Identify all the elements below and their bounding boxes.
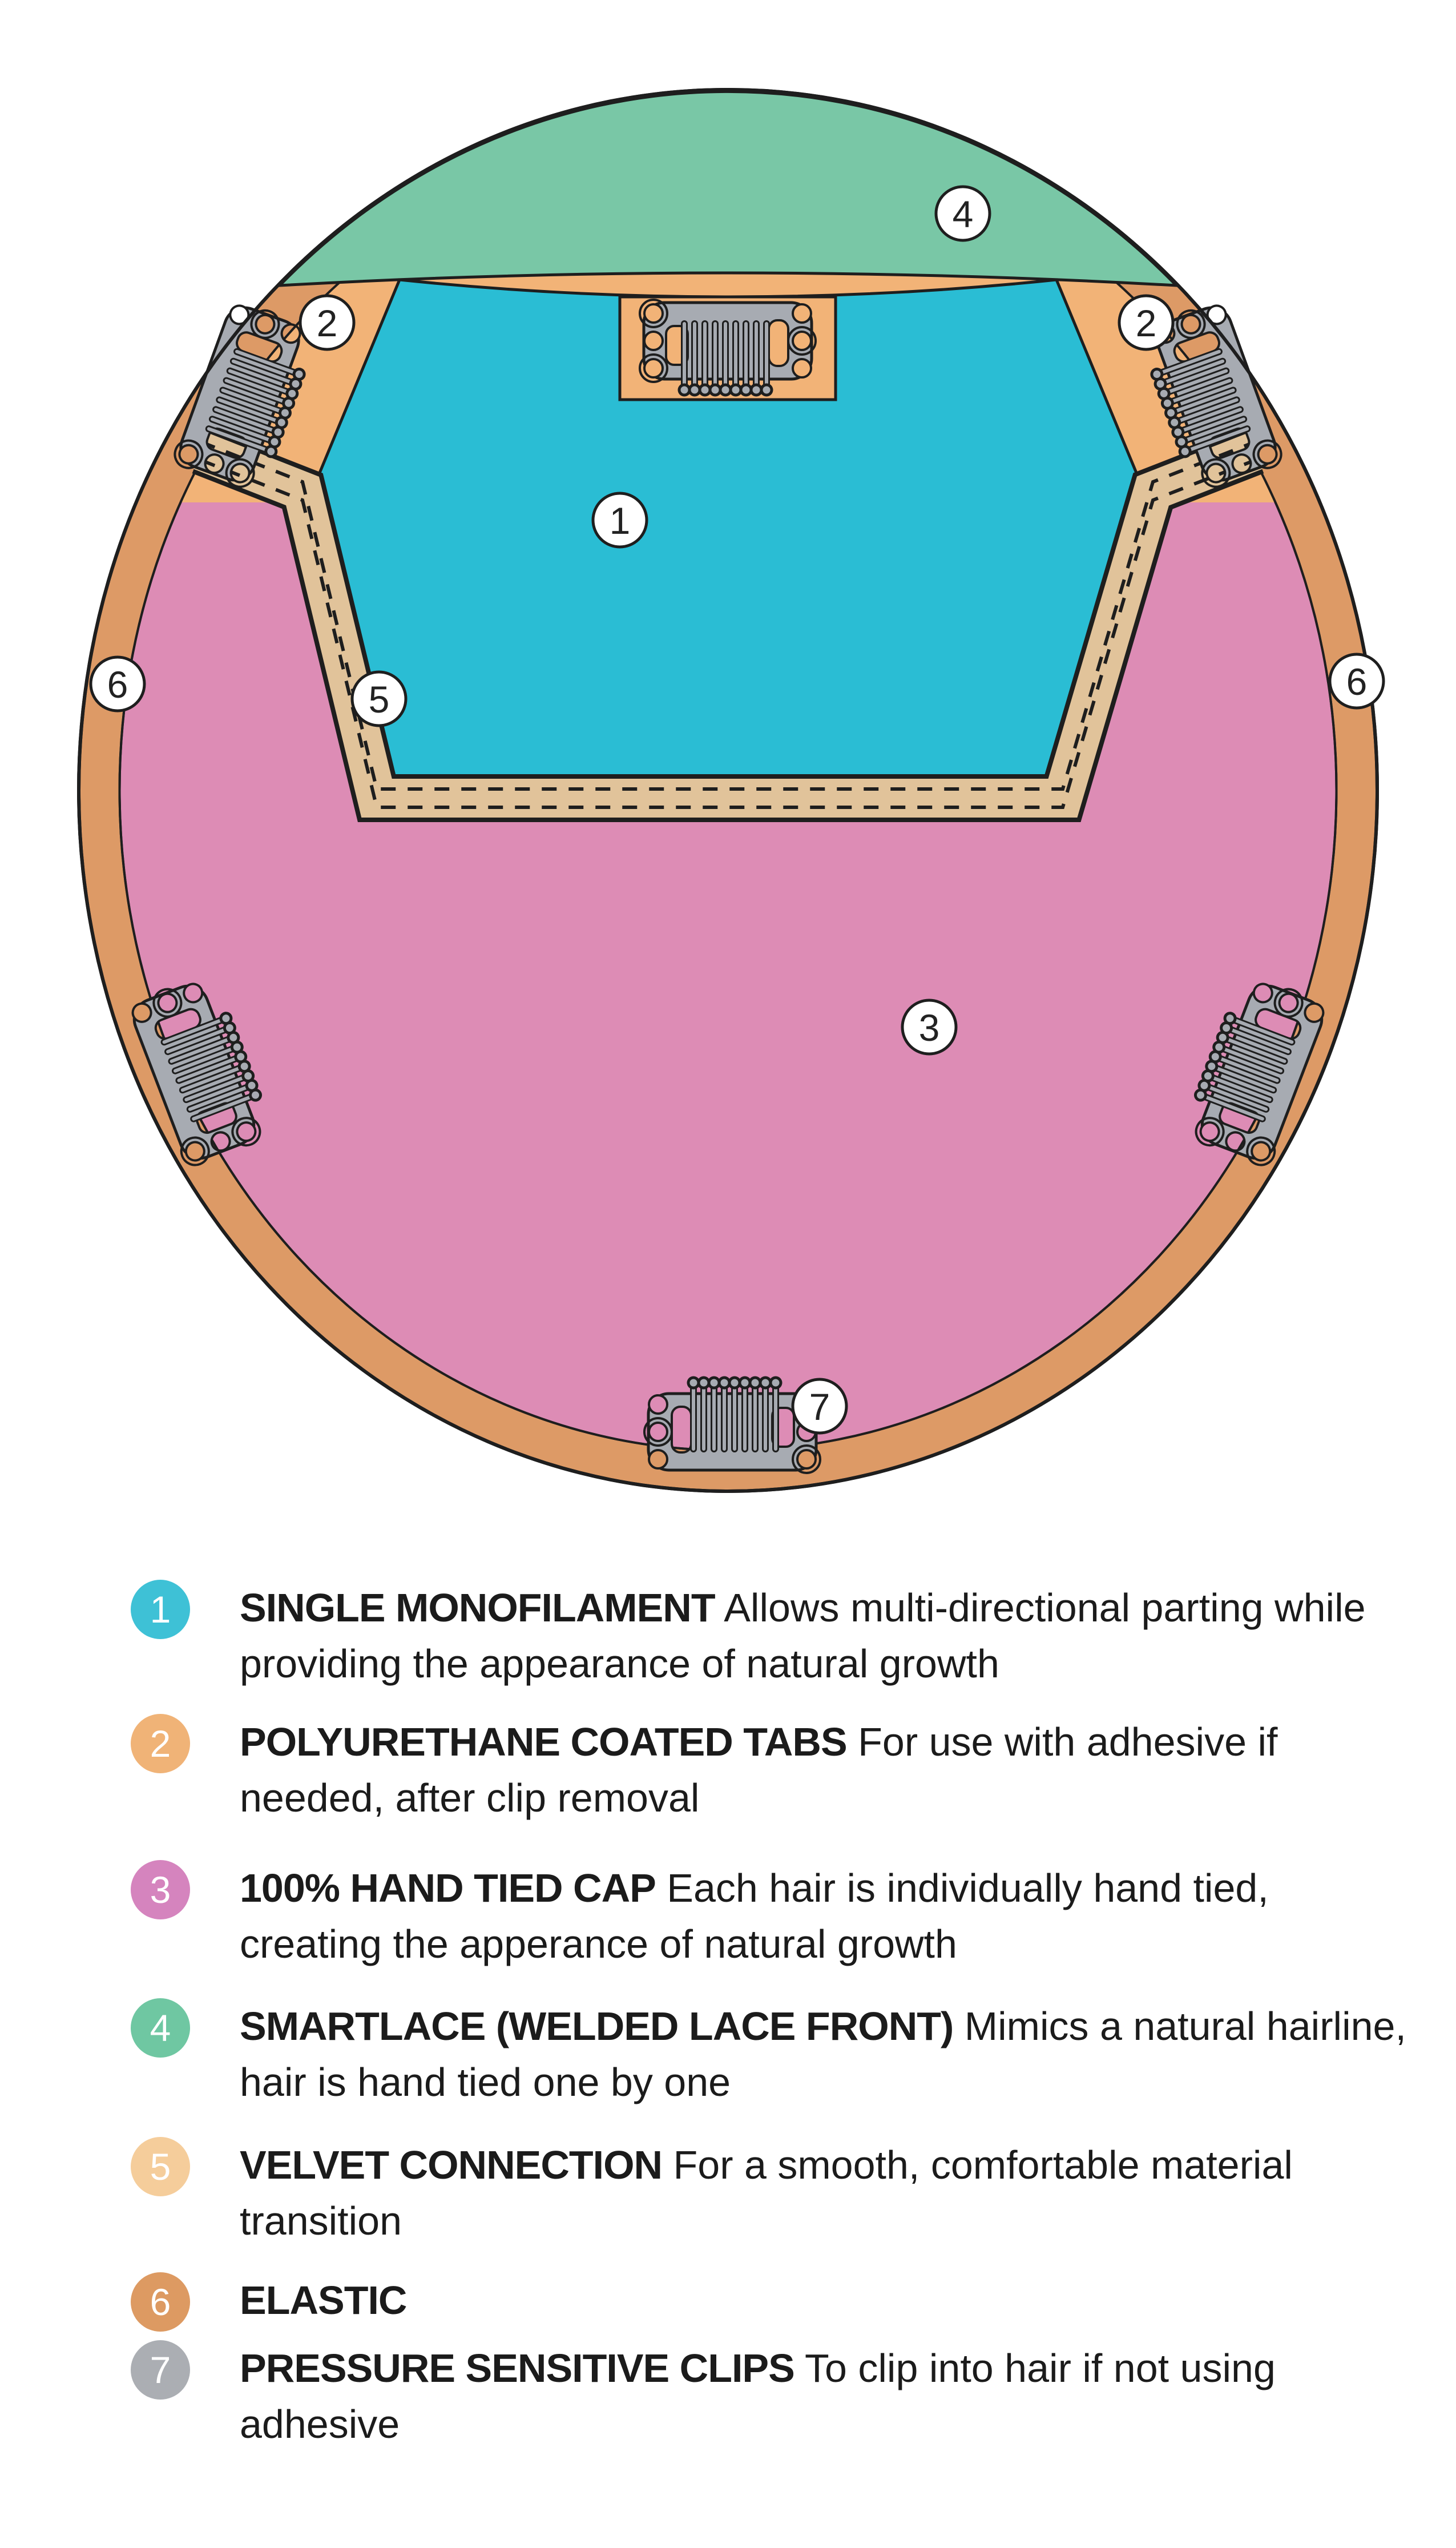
svg-text:6: 6 — [1346, 661, 1368, 703]
svg-text:1: 1 — [609, 500, 631, 542]
legend-title-3: 100% HAND TIED CAP — [240, 1866, 656, 1910]
legend-number-badge-4 — [131, 1998, 190, 2058]
legend-description-4: Mimics a natural hairline, hair is hand tied one by one — [240, 2004, 1406, 2104]
legend-title-2: POLYURETHANE COATED TABS — [240, 1720, 847, 1764]
callout-1 — [593, 493, 647, 547]
svg-text:7: 7 — [809, 1386, 830, 1428]
legend-number-badge-6 — [131, 2272, 190, 2332]
legend-description-7: To clip into hair if not using adhesive — [240, 2346, 1276, 2446]
legend-title-5: VELVET CONNECTION — [240, 2143, 663, 2187]
legend-item-hand-tied-cap — [131, 1860, 1415, 1972]
legend-description-1: Allows multi-directional parting while providing the appearance of natural growth — [240, 1585, 1366, 1686]
svg-text:5: 5 — [368, 678, 390, 720]
callout-3 — [902, 1000, 956, 1054]
svg-text:6: 6 — [107, 663, 128, 706]
legend-number-7: 7 — [150, 2349, 171, 2391]
legend-number-3: 3 — [150, 1869, 171, 1911]
legend-title-6: ELASTIC — [240, 2278, 407, 2322]
pressure-clip-top-icon — [640, 300, 816, 390]
callout-7 — [793, 1379, 846, 1433]
legend-text-2 — [240, 1714, 1415, 1826]
legend-number-6: 6 — [150, 2281, 171, 2323]
svg-text:2: 2 — [316, 302, 338, 344]
legend-number-4: 4 — [150, 2007, 171, 2049]
legend-title-4: SMARTLACE (WELDED LACE FRONT) — [240, 2004, 954, 2048]
legend-number-badge-5 — [131, 2137, 190, 2196]
legend-title-7: PRESSURE SENSITIVE CLIPS — [240, 2346, 794, 2390]
legend-number-badge-2 — [131, 1714, 190, 1773]
legend-text-6 — [240, 2272, 1415, 2328]
legend-text-1 — [240, 1580, 1415, 1692]
legend-title-1: SINGLE MONOFILAMENT — [240, 1585, 715, 1630]
legend-number-badge-1 — [131, 1580, 190, 1639]
legend-text-5 — [240, 2137, 1415, 2249]
legend-number-badge-3 — [131, 1860, 190, 1919]
legend-item-smartlace — [131, 1998, 1415, 2110]
legend-description-3: Each hair is individually hand tied, creating the apperance of natural growth — [240, 1866, 1269, 1966]
legend-number-5: 5 — [150, 2146, 171, 2188]
svg-text:4: 4 — [952, 193, 974, 235]
legend-description-5: For a smooth, comfortable material transition — [240, 2143, 1293, 2243]
legend-number-1: 1 — [150, 1588, 171, 1631]
legend-number-badge-7 — [131, 2340, 190, 2400]
legend-description-2: For use with adhesive if needed, after clip removal — [240, 1720, 1278, 1820]
legend-item-polyurethane-tabs — [131, 1714, 1415, 1826]
callout-2-right — [1119, 296, 1173, 349]
callout-2-left — [300, 296, 354, 349]
legend-item-elastic — [131, 2272, 1415, 2332]
svg-text:3: 3 — [918, 1007, 940, 1049]
callout-5 — [352, 672, 406, 726]
legend-number-2: 2 — [150, 1722, 171, 1765]
callout-4 — [936, 187, 990, 240]
legend-item-pressure-clips — [131, 2340, 1415, 2452]
svg-text:2: 2 — [1135, 302, 1157, 344]
legend-item-single-monofilament — [131, 1580, 1415, 1692]
legend-text-3 — [240, 1860, 1415, 1972]
legend-text-7 — [240, 2340, 1415, 2452]
smartlace-front-region — [280, 91, 1176, 285]
legend-text-4 — [240, 1998, 1415, 2110]
legend-item-velvet-connection — [131, 2137, 1415, 2249]
callout-6-right — [1330, 654, 1384, 708]
callout-6-left — [91, 657, 144, 711]
